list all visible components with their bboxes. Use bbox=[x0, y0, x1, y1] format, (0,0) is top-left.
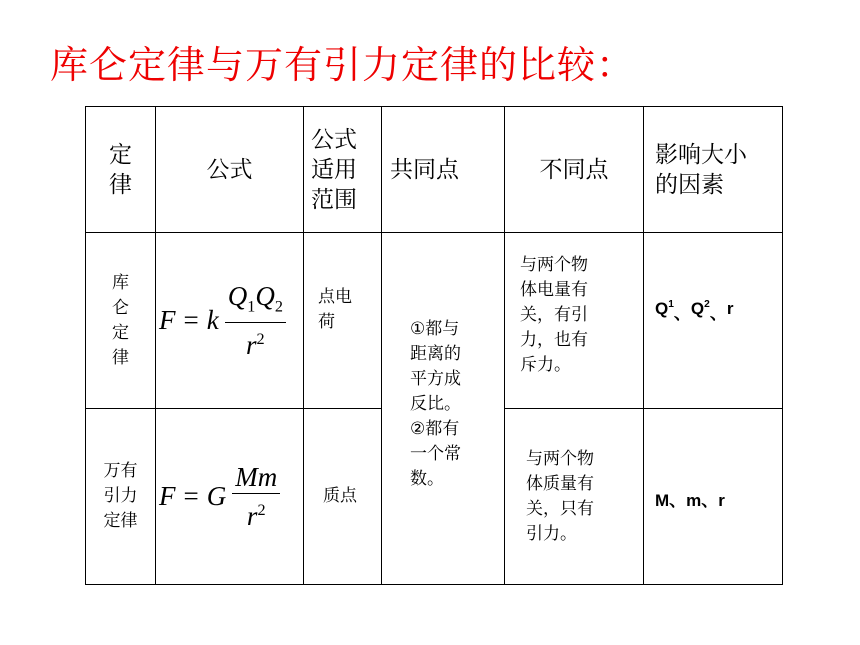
header-factors: 影响大小 的因素 bbox=[655, 141, 747, 198]
formula-denominator: $r^2$ bbox=[246, 330, 265, 361]
coulomb-law-name: 库 仑 定 律 bbox=[112, 272, 129, 368]
common-points: ①都与 距离的 平方成 反比。 ②都有 一个常 数。 bbox=[410, 319, 461, 489]
gravitation-factors: M、m、r bbox=[655, 491, 725, 510]
gravitation-formula bbox=[156, 409, 303, 584]
formula-fraction bbox=[232, 461, 280, 532]
table-divider bbox=[303, 106, 304, 585]
formula-numerator: $Q_1Q_2$ bbox=[225, 280, 286, 323]
table-border-bottom bbox=[85, 584, 783, 585]
formula-fraction bbox=[225, 280, 286, 361]
table-border-right bbox=[782, 106, 783, 585]
coulomb-scope: 点电 荷 bbox=[318, 287, 352, 332]
header-formula: 公式 bbox=[206, 156, 253, 183]
formula-equals: = bbox=[183, 304, 199, 335]
table-divider bbox=[381, 106, 382, 585]
table-divider bbox=[643, 106, 644, 585]
formula-constant: k bbox=[206, 304, 219, 335]
formula-numerator: Mm bbox=[232, 461, 280, 494]
formula-equals: = bbox=[183, 481, 199, 511]
formula-denominator: $r^2$ bbox=[246, 501, 266, 531]
header-scope: 公式 适用 范围 bbox=[311, 126, 357, 213]
gravitation-difference: 与两个物 体质量有 关，只有 引力。 bbox=[526, 448, 594, 544]
header-common: 共同点 bbox=[390, 156, 459, 183]
page-title: 库仑定律与万有引力定律的比较： bbox=[50, 43, 636, 87]
coulomb-difference: 与两个物 体电量有 关，有引 力，也有 斥力。 bbox=[520, 255, 588, 375]
formula-force: F bbox=[159, 304, 176, 335]
gravitation-law-name: 万有 引力 定律 bbox=[103, 461, 138, 531]
formula-constant: G bbox=[206, 481, 227, 511]
header-law: 定 律 bbox=[109, 141, 132, 198]
header-difference: 不同点 bbox=[539, 156, 609, 183]
coulomb-formula bbox=[156, 233, 303, 408]
gravitation-scope: 质点 bbox=[323, 486, 357, 506]
formula-force: F bbox=[159, 481, 176, 511]
comparison-table bbox=[85, 106, 783, 585]
coulomb-factors: Q $^1$ 、 Q $^2$ 、 r bbox=[655, 299, 734, 323]
